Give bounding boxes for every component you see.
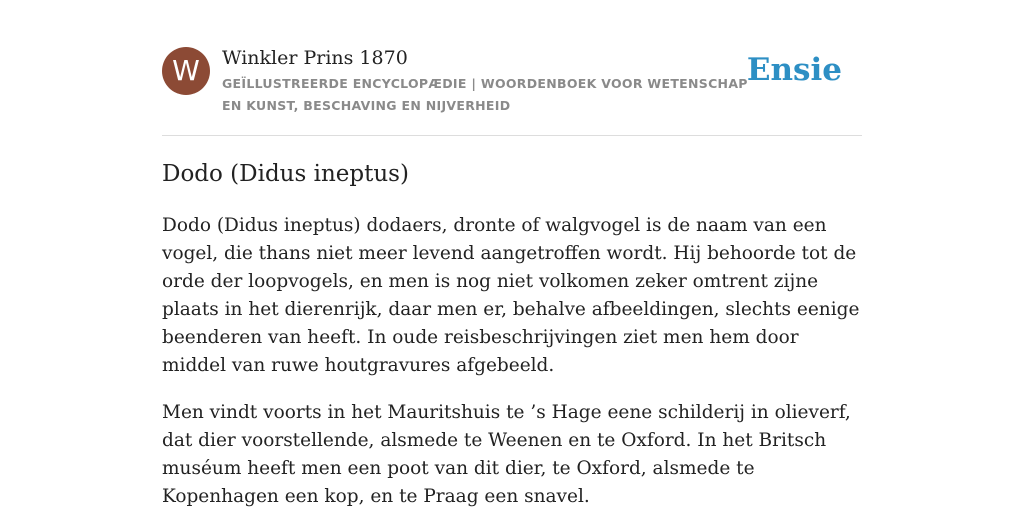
article-paragraph: Dodo (Didus ineptus) dodaers, dronte of walgvogel is de naam van een vogel, die thans niet meer levend aangetroffen wordt. Hij behoorde tot de orde der loopvogels, en men is nog niet volkomen zeker omtrent zijne plaats in het dierenrijk, daar men er, behalve afbeeldingen, slechts eenige beenderen van heeft. In oude reisbeschrijvingen ziet men hem door middel van ruwe houtgravures afgebeeld.	[162, 215, 860, 376]
article-title: Dodo (Didus ineptus)	[162, 161, 409, 187]
article-paragraph: Men vindt voorts in het Mauritshuis te ’s Hage eene schilderij in olieverf, dat dier voorstellende, alsmede te Weenen en te Oxford. In het Britsch muséum heeft men een poot van dit dier, te Oxford, alsmede te Kopenhagen een kop, en te Praag een snavel.	[162, 402, 851, 507]
source-title[interactable]: Winkler Prins 1870	[222, 47, 408, 69]
source-subtitle: GEÏLLUSTREERDE ENCYCLOPÆDIE | WOORDENBOEK VOOR WETENSCHAP EN KUNST, BESCHAVING EN NIJVERHEID	[222, 76, 748, 113]
source-info	[222, 45, 752, 117]
brand-logo[interactable]: Ensie	[746, 52, 842, 88]
article-body	[162, 212, 867, 512]
avatar[interactable]: W	[162, 47, 210, 95]
page-container	[162, 0, 862, 507]
source-header	[162, 0, 862, 136]
